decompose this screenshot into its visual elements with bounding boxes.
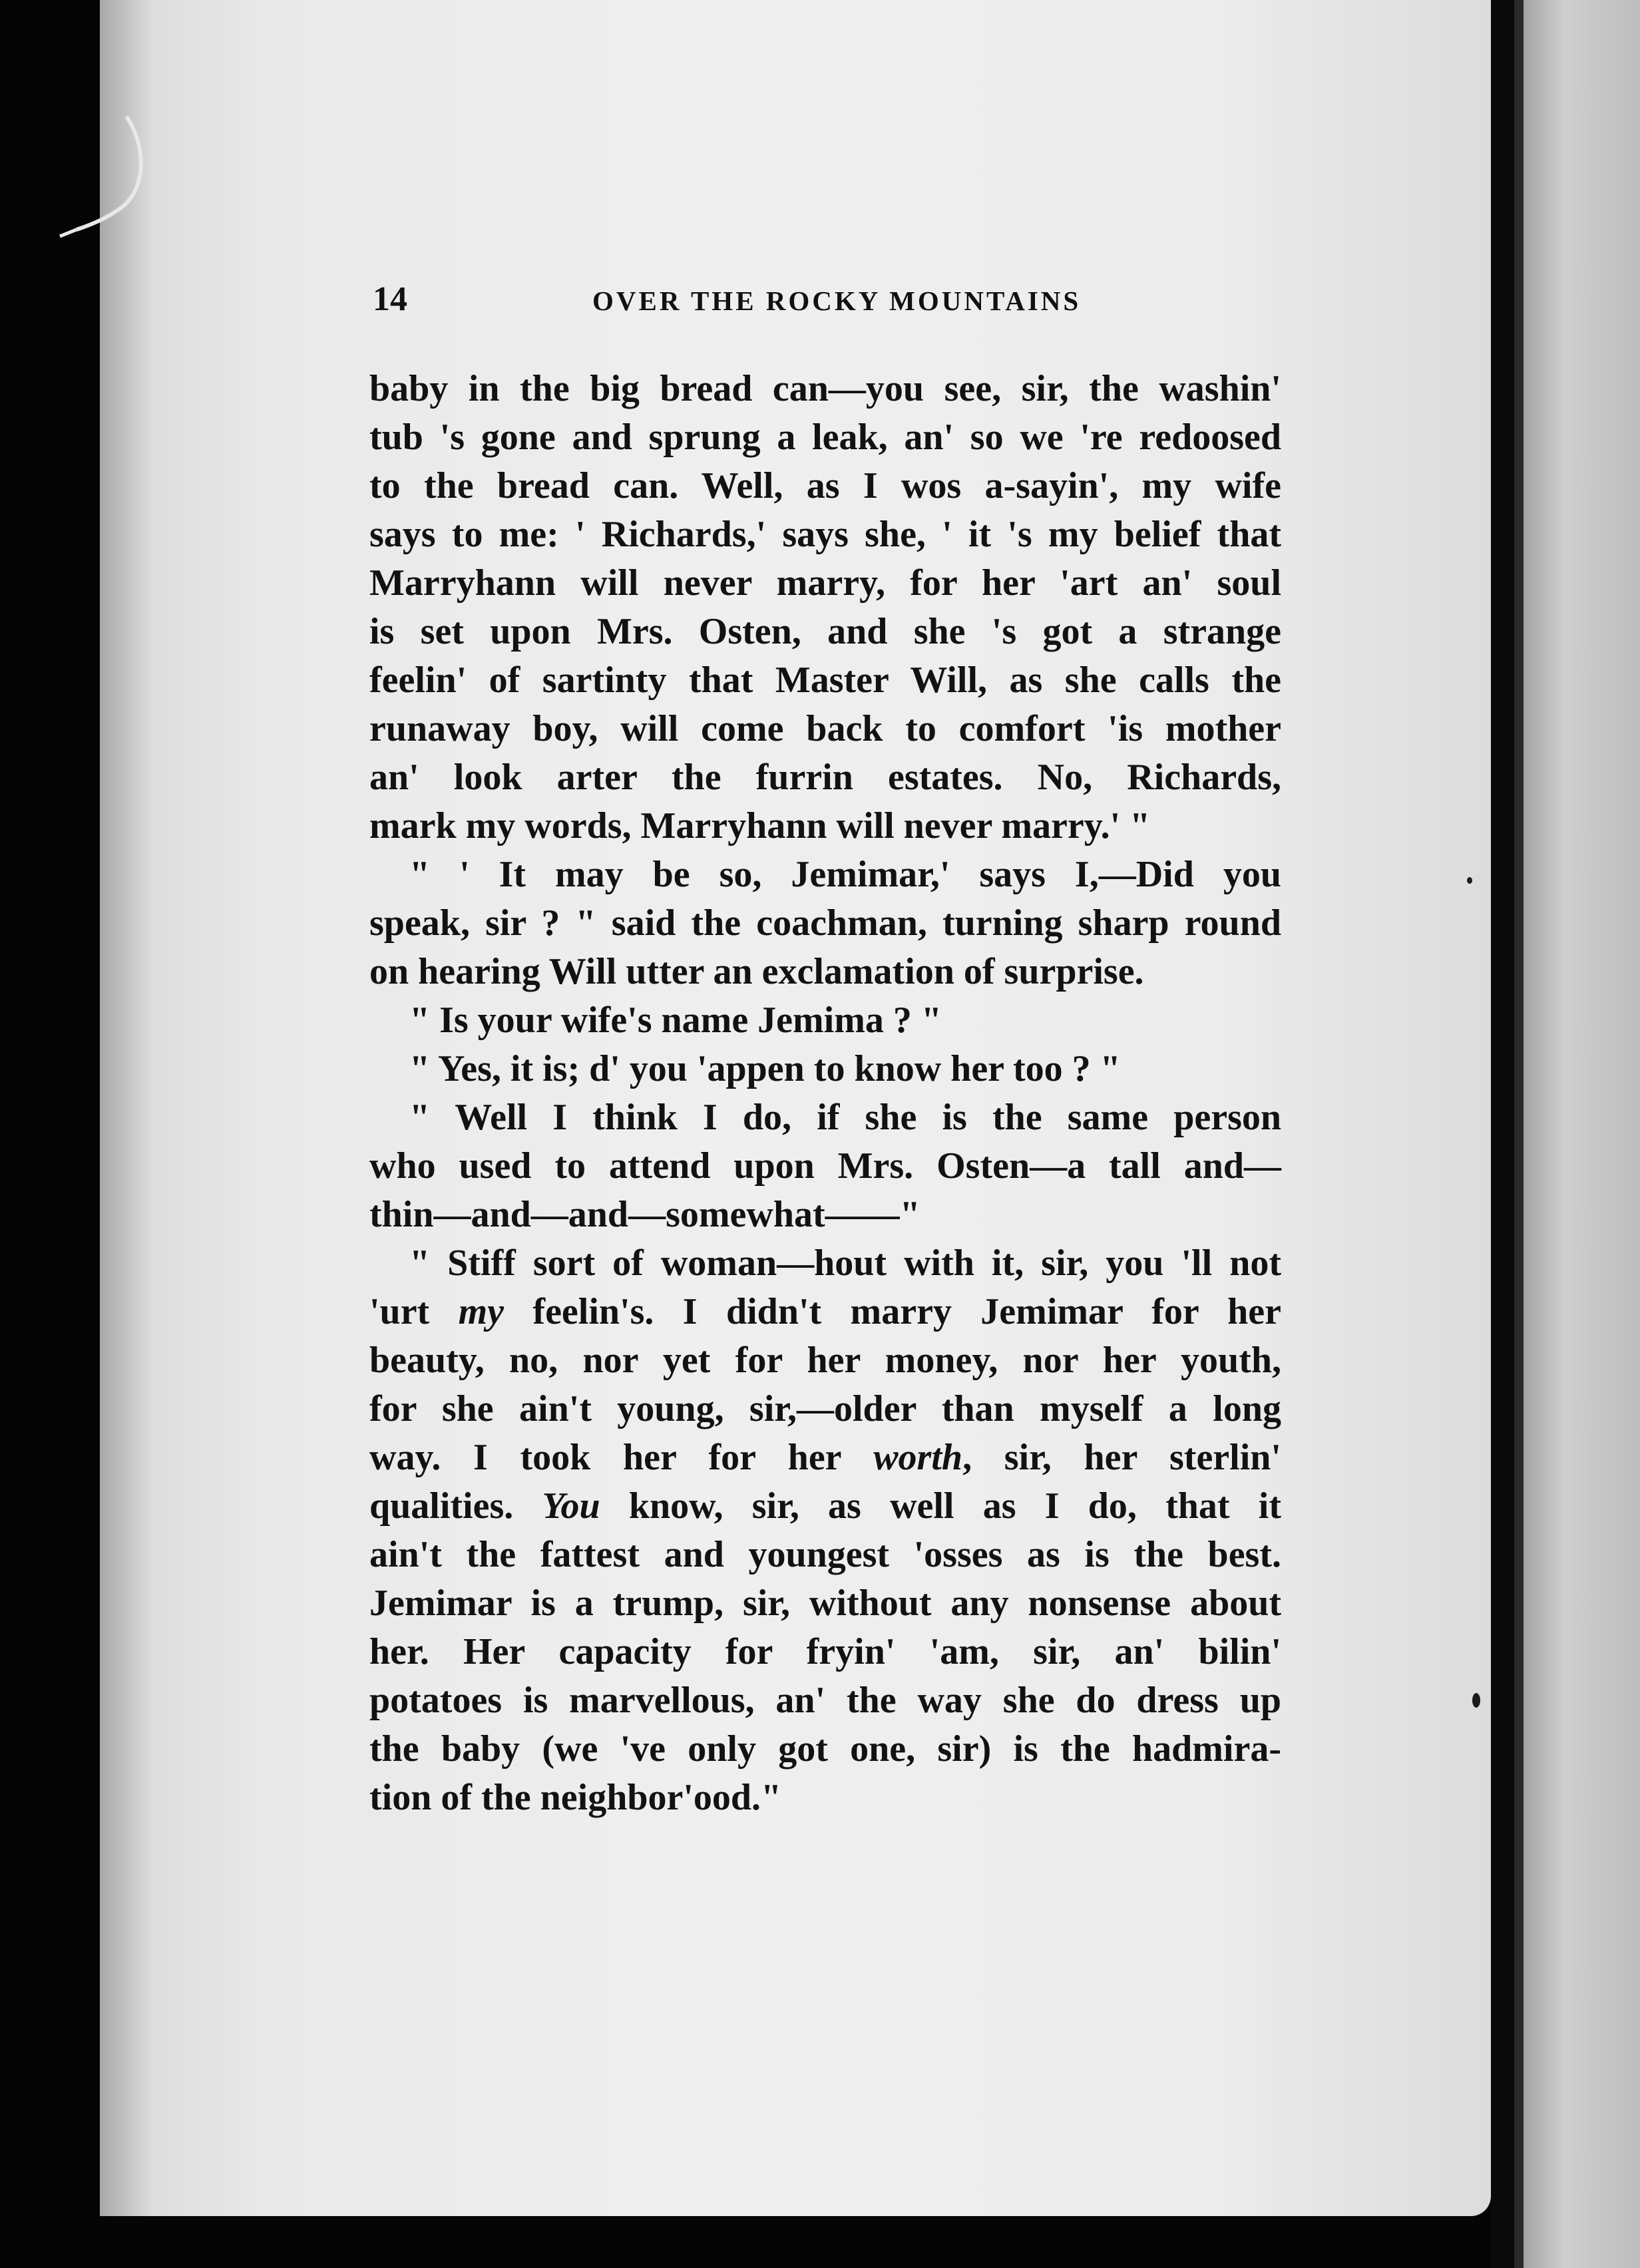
page-shadow (100, 0, 153, 2216)
text-line: on hearing Will utter an exclamation of surprise. (369, 951, 1144, 992)
text-line: tub 's gone and sprung a leak, an' so we 're redoosed (369, 417, 1281, 458)
page-number: 14 (373, 280, 407, 318)
text-line: beauty, no, nor yet for her money, nor her youth, (369, 1340, 1281, 1381)
text-line: mark my words, Marryhann will never marry.' " (369, 805, 1151, 847)
text-line: " Yes, it is; d' you 'appen to know her too ? " (409, 1048, 1121, 1089)
text-line: " ' It may be so, Jemimar,' says I,—Did you (409, 854, 1281, 895)
text-line: feelin' of sartinty that Master Will, as she calls the (369, 660, 1281, 701)
text-line: who used to attend upon Mrs. Osten—a tall and— (369, 1145, 1281, 1187)
text-line: baby in the big bread can—you see, sir, the washin' (369, 368, 1281, 409)
next-page-dark-edge (1514, 0, 1524, 2268)
text-line: to the bread can. Well, as I wos a-sayin', my wife (369, 465, 1281, 506)
text-line: 'urt my feelin's. I didn't marry Jemimar for her (369, 1291, 1281, 1332)
text-line: way. I took her for her worth, sir, her sterlin' (369, 1437, 1281, 1478)
text-line: for she ain't young, sir,—older than myself a long (369, 1388, 1281, 1429)
text-line: is set upon Mrs. Osten, and she 's got a strange (369, 611, 1281, 652)
text-line: Marryhann will never marry, for her 'art an' soul (369, 562, 1281, 604)
text-line: potatoes is marvellous, an' the way she do dress up (369, 1680, 1281, 1721)
text-line: speak, sir ? " said the coachman, turning sharp round (369, 902, 1281, 944)
text-line: an' look arter the furrin estates. No, Richards, (369, 757, 1281, 798)
running-head: OVER THE ROCKY MOUNTAINS (592, 285, 1082, 316)
page-header (373, 280, 1125, 326)
text-line: the baby (we 've only got one, sir) is the hadmira- (369, 1728, 1281, 1770)
text-line: runaway boy, will come back to comfort 'is mother (369, 708, 1281, 749)
text-line: ain't the fattest and youngest 'osses as is the best. (369, 1534, 1281, 1575)
text-line: " Is your wife's name Jemima ? " (409, 1000, 942, 1041)
text-line: thin—and—and—somewhat——" (369, 1194, 921, 1235)
text-line: her. Her capacity for fryin' 'am, sir, an' bilin' (369, 1631, 1281, 1672)
text-line: " Stiff sort of woman—hout with it, sir, you 'll not (409, 1242, 1281, 1284)
text-line: " Well I think I do, if she is the same person (409, 1097, 1281, 1138)
body-text (369, 365, 1281, 1822)
text-line: tion of the neighbor'ood." (369, 1777, 782, 1818)
book-gutter (1491, 0, 1514, 2268)
margin-pencil-mark (47, 106, 146, 240)
next-page-edge (1514, 0, 1640, 2268)
text-line: Jemimar is a trump, sir, without any nonsense about (369, 1583, 1281, 1624)
print-speck (1467, 877, 1472, 884)
text-line: qualities. You know, sir, as well as I do, that it (369, 1485, 1282, 1527)
text-line: says to me: ' Richards,' says she, ' it 's my belief that (369, 514, 1281, 555)
print-speck (1472, 1693, 1480, 1708)
